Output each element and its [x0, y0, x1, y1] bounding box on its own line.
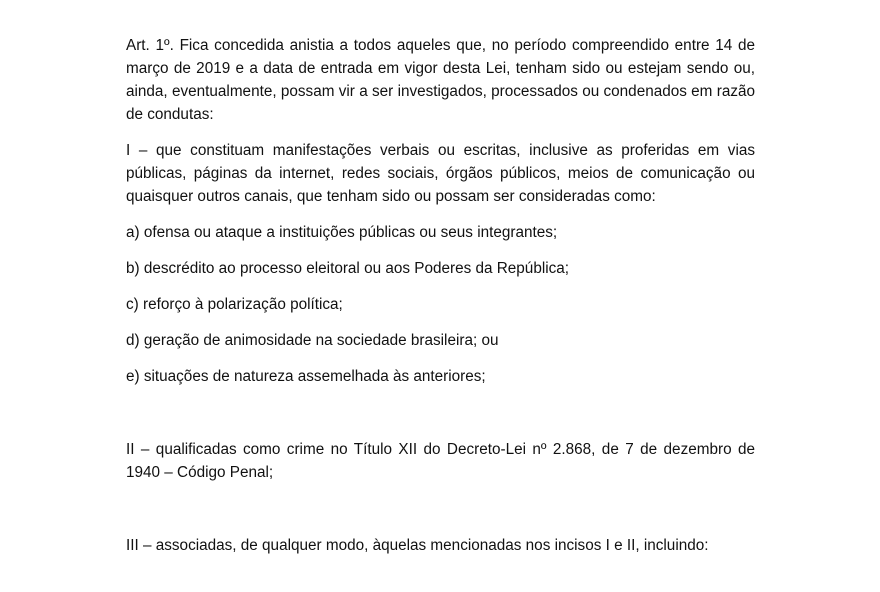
item-b: b) descrédito ao processo eleitoral ou aos Poderes da República; [126, 260, 570, 277]
item-e: e) situações de natureza assemelhada às anteriores; [126, 368, 486, 385]
item-d: d) geração de animosidade na sociedade brasileira; ou [126, 332, 499, 349]
item-c: c) reforço à polarização política; [126, 296, 343, 313]
inciso-3-paragraph: III – associadas, de qualquer modo, àquelas mencionadas nos incisos I e II, incluindo: [126, 537, 709, 554]
article-1-paragraph: Art. 1º. Fica concedida anistia a todos aqueles que, no período compreendido entre 14 de março de 2019 e a data de entrada em vigor desta Lei, tenham sido ou estejam sendo ou, ainda, eventualmente, possam vir a ser investigados, processados ou condenados em razão de condutas: [126, 37, 755, 123]
document-page [126, 34, 755, 557]
inciso-2-paragraph: II – qualificadas como crime no Título XII do Decreto-Lei nº 2.868, de 7 de dezembro de 1940 – Código Penal; [126, 441, 755, 481]
item-a: a) ofensa ou ataque a instituições públicas ou seus integrantes; [126, 224, 558, 241]
inciso-1-paragraph: I – que constituam manifestações verbais ou escritas, inclusive as proferidas em vias públicas, páginas da internet, redes sociais, órgãos públicos, meios de comunicação ou quaisquer outros canais, que tenham sido ou possam ser consideradas como: [126, 142, 755, 205]
